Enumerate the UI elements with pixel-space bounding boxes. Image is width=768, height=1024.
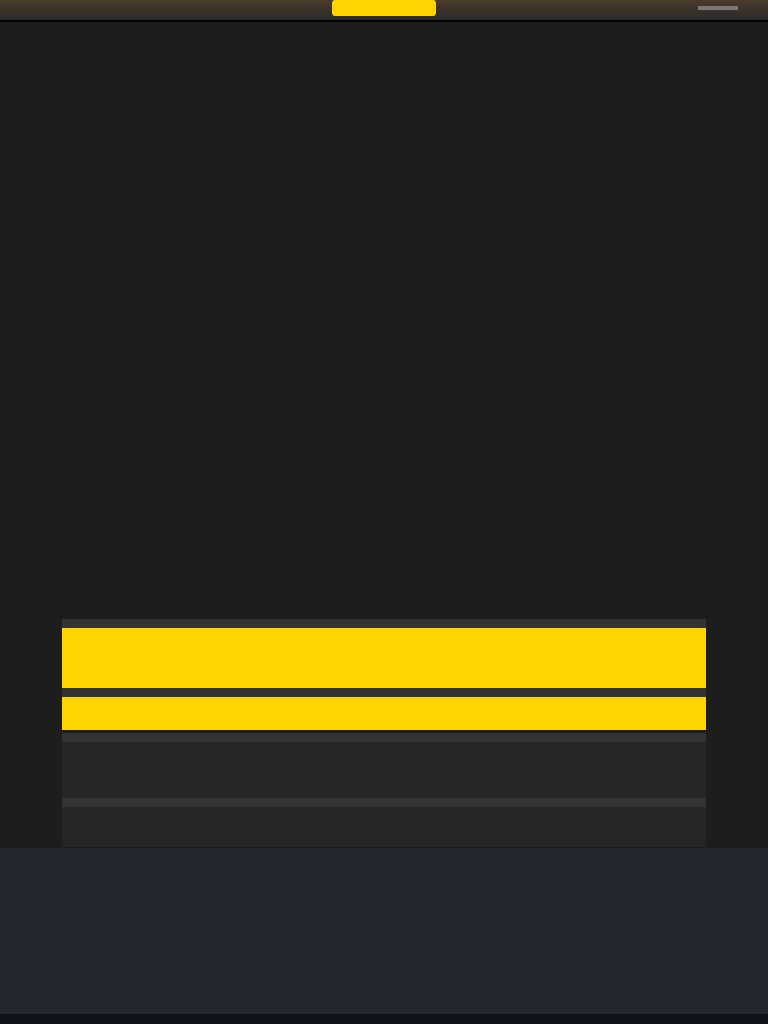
header-banner [0, 0, 768, 22]
top-list [62, 742, 706, 798]
top-title [62, 733, 706, 742]
days-box [62, 798, 706, 847]
leagues-list [62, 628, 706, 692]
site-logo[interactable] [332, 0, 436, 16]
menu-icon[interactable] [698, 6, 738, 10]
footer [0, 848, 768, 1014]
leagues-title [62, 619, 706, 628]
days-list [62, 807, 706, 847]
vip-ad-text[interactable] [416, 1014, 716, 1024]
international-box [62, 688, 706, 730]
international-title [62, 688, 706, 697]
page-title [0, 22, 768, 42]
bottom-ad[interactable] [0, 1014, 768, 1024]
top-box [62, 733, 706, 798]
day-navigation [0, 42, 768, 58]
days-title [62, 798, 706, 807]
international-list [62, 697, 706, 730]
leagues-box [62, 619, 706, 692]
